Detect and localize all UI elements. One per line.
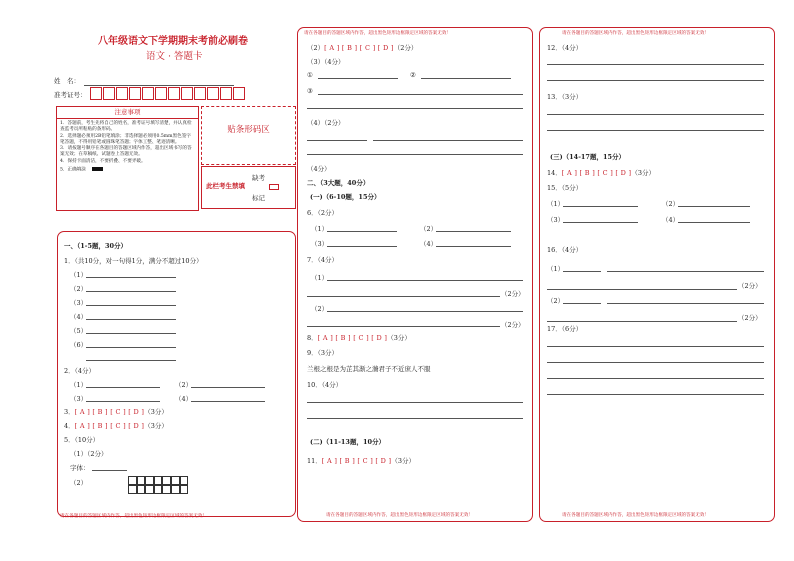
q6-answer-3[interactable] (327, 246, 397, 247)
q1-sub-2: （2） (70, 285, 88, 293)
q1-answer-4[interactable] (86, 319, 176, 320)
q3-row[interactable] (64, 407, 168, 416)
section-two-sub2-title: (二)（11-13题，10分） (310, 438, 385, 446)
notice-item-1: 1．答题前，考生先将自己的姓名，准考证号填写清楚，并认真检查监考员所粘贴的条形码。 (60, 121, 192, 133)
circled-3: ③ (307, 87, 313, 95)
section-one-title: 一、（1-5题，30分） (64, 242, 128, 250)
notice-title: 注意事项 (57, 107, 198, 119)
q4-options[interactable]: [ A ] [ B ] [ C ] [ D ] (74, 422, 145, 430)
q6-sub-4: （4） (420, 240, 438, 248)
q12-answer-2[interactable] (547, 80, 764, 81)
header-note-col3: 请在各题目的答题区域内作答，超出黑色矩形边框限定区域的答案无效！ (562, 31, 710, 36)
q6-answer-2[interactable] (436, 231, 511, 232)
circled-1: ① (307, 71, 313, 79)
column-two-panel (297, 27, 533, 522)
barcode-label: 贴条形码区 (227, 125, 270, 135)
circled-2-answer[interactable] (421, 78, 511, 79)
q7-score-2: （2分） (501, 321, 525, 329)
q2-sub-4: （4） (175, 395, 193, 403)
q14-score: （3分） (631, 169, 655, 177)
q7-answer-1b[interactable] (307, 296, 500, 297)
q16-answer-1b[interactable] (607, 271, 764, 272)
q4-row[interactable] (64, 421, 168, 430)
header-note-col2: 请在各题目的答题区域内作答，超出黑色矩形边框限定区域的答案无效！ (304, 31, 452, 36)
q3-extra-line[interactable] (307, 108, 523, 109)
q6-sub-3: （3） (311, 240, 329, 248)
zixing-label: 字体： (70, 464, 90, 472)
q11-row[interactable] (307, 456, 415, 465)
q17-label: 17．（6分） (547, 325, 583, 333)
name-field[interactable] (84, 85, 234, 86)
q16-score-2: （2分） (738, 314, 762, 322)
q1-answer-6[interactable] (86, 347, 176, 348)
notice-item-4: 4．保持卡面清洁，不要折叠、不要弄破。 (60, 158, 146, 164)
q15-answer-3[interactable] (563, 222, 638, 223)
q16-sub-1: （1） (547, 265, 565, 273)
card-subtitle: 语文 · 答题卡 (146, 51, 203, 62)
q14-row[interactable] (547, 168, 655, 177)
section-three-title: (三)（14-17题，15分） (550, 153, 625, 161)
q4-sub-label: （4）（2分） (307, 119, 345, 127)
q15-answer-4[interactable] (678, 222, 750, 223)
q14-number: 14． (547, 169, 562, 177)
q2-choice-prefix: （2） (307, 44, 325, 52)
section-two-sub1-title: (一)（6-10题，15分） (310, 193, 381, 201)
q1-answer-6b[interactable] (86, 360, 176, 361)
q3-score: （3分） (144, 408, 168, 416)
q7-answer-1a[interactable] (327, 280, 523, 281)
circled-2: ② (410, 71, 416, 79)
q15-sub-3: （3） (547, 216, 565, 224)
circled-1-answer[interactable] (318, 78, 398, 79)
q3-number: 3． (64, 408, 75, 416)
q6-sub-2: （2） (420, 225, 438, 233)
q16-answer-2b[interactable] (607, 303, 764, 304)
q12-label: 12．（4分） (547, 44, 583, 52)
q5-sub-1: （1）（2分） (70, 450, 108, 458)
q7-answer-2a[interactable] (327, 311, 523, 312)
q7-answer-2b[interactable] (307, 326, 500, 327)
q15-answer-1[interactable] (563, 206, 638, 207)
q4-number: 4． (64, 422, 75, 430)
q8-options[interactable]: [ A ] [ B ] [ C ] [ D ] (317, 334, 388, 342)
q17-answer-3[interactable] (547, 378, 764, 379)
q1-sub-1: （1） (70, 271, 88, 279)
q1-answer-1[interactable] (86, 277, 176, 278)
q2-sub-3: （3） (70, 395, 88, 403)
q6-answer-1[interactable] (327, 231, 397, 232)
q6-answer-4[interactable] (436, 246, 511, 247)
q1-sub-3: （3） (70, 299, 88, 307)
q2-choice-score: （2分） (393, 44, 418, 52)
q4-sub-score: （4分） (307, 165, 331, 173)
absent-marker-box (201, 166, 296, 209)
exam-id-label: 准考证号： (54, 91, 87, 99)
notice-box (56, 106, 199, 211)
absent-label: 缺考 (252, 174, 265, 182)
q15-answer-2[interactable] (678, 206, 750, 207)
q2-answer-1[interactable] (86, 387, 160, 388)
circled-3-answer[interactable] (318, 94, 523, 95)
q17-answer-1[interactable] (547, 346, 764, 347)
q1-answer-5[interactable] (86, 333, 176, 334)
q7-score-1: （2分） (501, 290, 525, 298)
section-two-title: 二、（3大题，40分） (307, 179, 370, 187)
q15-label: 15．（5分） (547, 184, 583, 192)
footer-note-col2: 请在各题目的答题区域内作答，超出黑色矩形边框限定区域的答案无效！ (326, 513, 474, 518)
zixing-answer[interactable] (92, 470, 127, 471)
q2-sub-2: （2） (175, 381, 193, 389)
q5-label: 5．（10分） (64, 436, 100, 444)
q2-answer-4[interactable] (191, 401, 265, 402)
q10-answer-1[interactable] (307, 402, 523, 403)
q12-answer-1[interactable] (547, 64, 764, 65)
q1-sub-6: （6） (70, 341, 88, 349)
notice-item-5: 5．正确填涂 (60, 167, 86, 173)
q6-label: 6．（2分） (307, 209, 339, 217)
q10-answer-2[interactable] (307, 418, 523, 419)
mark-label: 标记 (252, 194, 265, 202)
q2-answer-2[interactable] (191, 387, 265, 388)
q4-score: （3分） (144, 422, 168, 430)
q11-number: 11． (307, 457, 322, 465)
q2-choice-row[interactable] (307, 43, 417, 52)
fill-restriction-label: 此栏考生禁填 (206, 182, 245, 190)
q1-label: 1．（共10分，对一句得1分，满分不超过10分） (64, 257, 203, 265)
q1-sub-4: （4） (70, 313, 88, 321)
notice-item-3: 3．请按题号顺序在各题目的答题区域内作答，超出区域书写的答案无效；在草稿纸、试题卷上答题无效。 (60, 146, 192, 158)
q8-score: （3分） (387, 334, 411, 342)
footer-note-col1: 请在各题目的答题区域内作答，超出黑色矩形边框限定区域的答案无效！ (60, 514, 208, 519)
q16-answer-1a[interactable] (563, 271, 601, 272)
exam-title: 八年级语文下学期期末考前必刷卷 (98, 36, 248, 47)
q16-answer-1c[interactable] (547, 289, 737, 290)
q1-answer-3[interactable] (86, 305, 176, 306)
q4-answer-a[interactable] (307, 140, 367, 141)
q1-answer-2[interactable] (86, 291, 176, 292)
q9-text: 兰根之根是为芷其渐之滫君子不近庶人不服 (307, 365, 431, 373)
filled-sample-icon (92, 167, 103, 171)
q16-answer-2a[interactable] (563, 303, 601, 304)
footer-note-col3: 请在各题目的答题区域内作答，超出黑色矩形边框限定区域的答案无效！ (562, 513, 710, 518)
absent-checkbox[interactable] (269, 184, 279, 190)
q17-answer-2[interactable] (547, 362, 764, 363)
q4-answer-b[interactable] (373, 140, 523, 141)
q13-answer-2[interactable] (547, 130, 764, 131)
q7-sub-1: （1） (311, 274, 329, 282)
q8-number: 8． (307, 334, 318, 342)
q16-sub-2: （2） (547, 297, 565, 305)
q2-label: 2．（4分） (64, 367, 96, 375)
q3-options[interactable]: [ A ] [ B ] [ C ] [ D ] (74, 408, 145, 416)
q1-sub-5: （5） (70, 327, 88, 335)
q7-sub-2: （2） (311, 305, 329, 313)
q4-answer-c[interactable] (307, 154, 523, 155)
q8-row[interactable] (307, 333, 411, 342)
notice-item-2: 2．选择题必须用2B铅笔填涂；非选择题必须用0.5mm黑色签字笔答题，不得用铅笔或圆珠笔答题；字体工整、笔迹清晰。 (60, 133, 191, 145)
q16-score-1: （2分） (738, 282, 762, 290)
q2-sub-1: （1） (70, 381, 88, 389)
q15-sub-1: （1） (547, 200, 565, 208)
q6-sub-1: （1） (311, 225, 329, 233)
q17-answer-4[interactable] (547, 394, 764, 395)
q15-sub-4: （4） (662, 216, 680, 224)
q16-answer-2c[interactable] (547, 321, 737, 322)
q9-label: 9．（3分） (307, 349, 339, 357)
q7-label: 7．（4分） (307, 256, 339, 264)
q3-sub-label: （3）（4分） (307, 58, 345, 66)
q2-choice-options[interactable]: [ A ] [ B ] [ C ] [ D ] (324, 44, 394, 52)
q10-label: 10．（4分） (307, 381, 343, 389)
q16-label: 16．（4分） (547, 246, 583, 254)
q5-sub-2: （2） (70, 479, 88, 487)
q11-score: （3分） (391, 457, 415, 465)
q13-answer-1[interactable] (547, 114, 764, 115)
q2-answer-3[interactable] (86, 401, 160, 402)
name-label: 姓 名： (54, 77, 80, 85)
column-three-panel (539, 27, 775, 522)
q15-sub-2: （2） (662, 200, 680, 208)
q13-label: 13．（3分） (547, 93, 583, 101)
barcode-area (201, 106, 296, 165)
q11-options[interactable]: [ A ] [ B ] [ C ] [ D ] (321, 457, 392, 465)
q14-options[interactable]: [ A ] [ B ] [ C ] [ D ] (561, 169, 632, 177)
